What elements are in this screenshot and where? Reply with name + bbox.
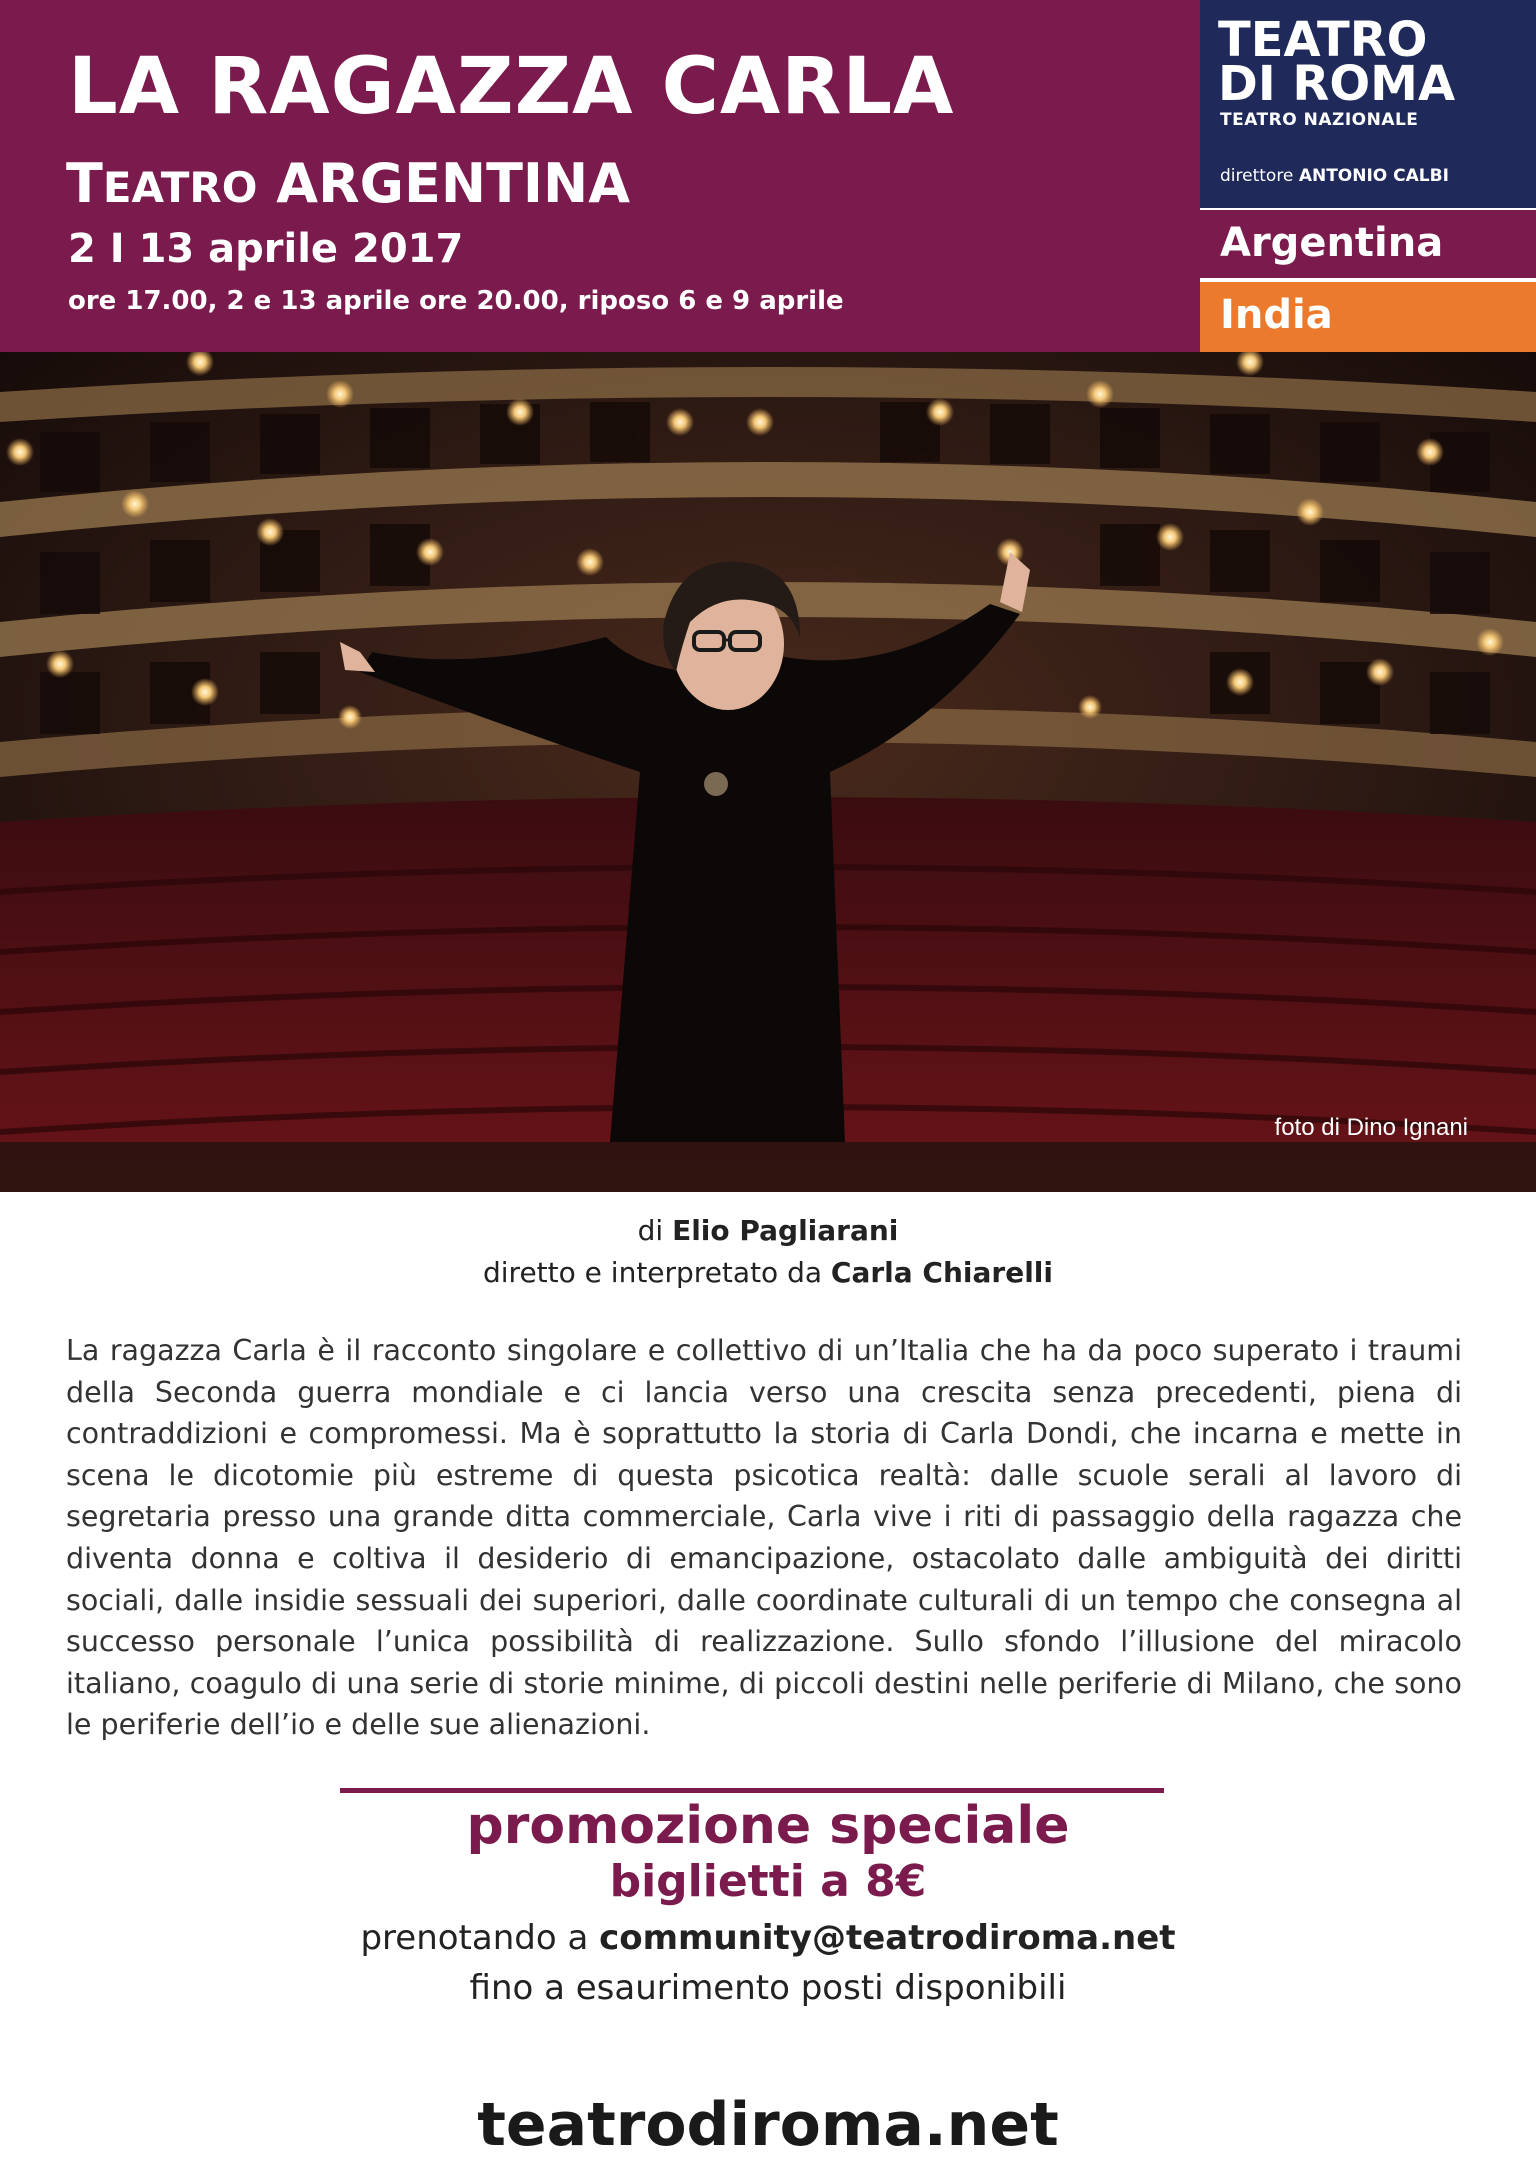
venue-tab-label: India [1220, 292, 1333, 338]
booking-email-link[interactable]: community@teatrodiroma.net [599, 1918, 1176, 1958]
theatre-logo [1200, 0, 1536, 208]
hero-photo [0, 352, 1536, 1192]
logo-subtitle: TEATRO NAZIONALE [1220, 110, 1419, 130]
promo-availability: fino a esaurimento posti disponibili [469, 1968, 1067, 2008]
logo-line-2: DI ROMA [1218, 56, 1456, 112]
director-line [0, 1252, 1536, 1294]
director-credit [1220, 166, 1449, 186]
director-line-prefix: diretto e interpretato da [483, 1256, 823, 1289]
website-link[interactable]: teatrodiroma.net [477, 2090, 1059, 2160]
promo-title: promozione speciale [466, 1796, 1070, 1856]
venue-name [66, 152, 630, 215]
venue-tab-label: Argentina [1220, 220, 1444, 266]
venue-initial: T [66, 152, 103, 215]
header-banner [0, 0, 1200, 352]
venue-tab-india[interactable] [1200, 282, 1536, 352]
show-dates: 2 I 13 aprile 2017 [68, 226, 464, 272]
promo-price: biglietti a 8€ [609, 1856, 927, 1907]
show-times: ore 17.00, 2 e 13 aprile ore 20.00, riposo 6 e 9 aprile [68, 286, 844, 316]
logo-wordmark [1218, 12, 1456, 112]
photo-credit: foto di Dino Ignani [1274, 1114, 1468, 1141]
promo-divider [340, 1788, 1164, 1793]
author-name: Elio Pagliarani [672, 1214, 899, 1247]
venue-theatre: ARGENTINA [276, 152, 630, 215]
show-description: La ragazza Carla è il racconto singolare e collettivo di un’Italia che ha da poco superato i traumi della Seconda guerra mondiale e ci lancia verso una crescita senza precedenti, piena di contraddizioni e compromessi. Ma è soprattutto la storia di Carla Dondi, che incarna e mette in scena le dicotomie più estreme di questa psicotica realtà: dalle scuole serali al lavoro di segretaria presso una grande ditta commerciale, Carla vive i riti di passaggio della ragazza che diventa donna e coltiva il desiderio di emancipazione, ostacolato dalle ambiguità dei diritti sociali, dalle insidie sessuali dei superiori, dalle coordinate culturali di un tempo che consegna al successo personale l’unica possibilità di realizzazione. Sullo sfondo l’illusione del miracolo italiano, coagulo di una serie di storie minime, di piccoli destini nelle periferie di Milano, che sono le periferie dell’io e delle sue alienazioni. [66, 1334, 1462, 1742]
show-title: LA RAGAZZA CARLA [68, 42, 955, 132]
theatre-logo-block [1200, 0, 1536, 352]
venue-rest: EATRO [102, 163, 258, 212]
logo-line-1: TEATRO [1218, 12, 1428, 68]
promo-booking [0, 1916, 1536, 1960]
theatre-interior-illustration [0, 352, 1536, 1192]
venue-tab-argentina[interactable] [1200, 210, 1536, 278]
director-prefix: direttore [1220, 166, 1294, 186]
author-prefix: di [637, 1214, 664, 1247]
credits [0, 1210, 1536, 1294]
director-line-name: Carla Chiarelli [830, 1256, 1053, 1289]
director-name: ANTONIO CALBI [1298, 166, 1449, 186]
booking-prefix: prenotando a [360, 1918, 589, 1958]
author-line [0, 1210, 1536, 1252]
